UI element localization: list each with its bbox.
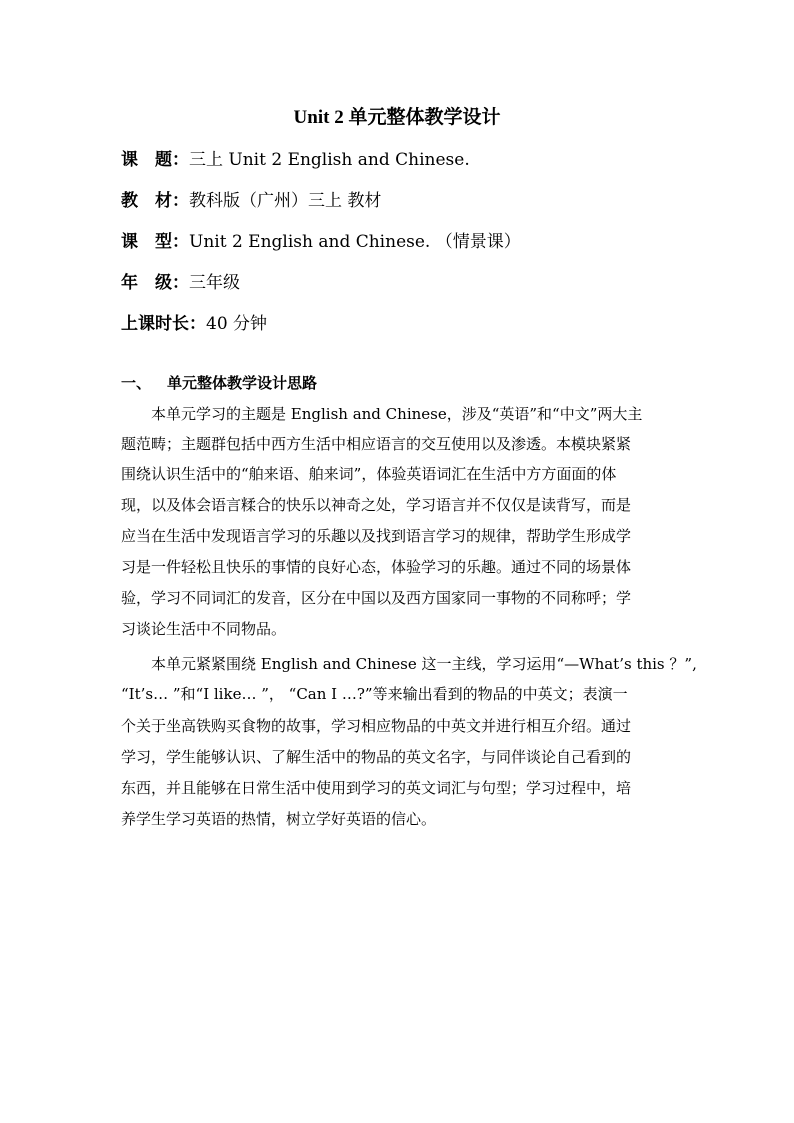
section-heading <box>121 372 317 394</box>
section-title: 单元整体教学设计思路 <box>167 374 318 392</box>
section-number: 一、 <box>121 374 152 392</box>
meta-label-duration: 上课时长： <box>121 314 206 334</box>
meta-row-topic <box>121 147 470 173</box>
paragraph-1-line: 验，学习不同词汇的发音，区分在中国以及西方国家同一事物的不同称呼；学 <box>121 589 632 607</box>
paragraph-2-line: 本单元紧紧围绕 English and Chinese 这一主线，学习运用“—What’s this ？”, <box>151 655 697 673</box>
meta-value-duration: 40 分钟 <box>206 314 268 334</box>
paragraph-2-line: “It’s… ”和“I like… ”， “Can I …?”等来输出看到的物品的中英文；表演一 <box>121 685 628 703</box>
paragraph-2-line: 个关于坐高铁购买食物的故事，学习相应物品的中英文并进行相互介绍。通过 <box>121 717 632 735</box>
meta-label-lesson-type: 课 型： <box>121 232 189 252</box>
meta-row-grade <box>121 270 240 296</box>
meta-value-textbook: 教科版（广州）三上 教材 <box>189 191 382 211</box>
meta-row-duration <box>121 311 267 337</box>
paragraph-1-line: 习是一件轻松且快乐的事情的良好心态，体验学习的乐趣。通过不同的场景体 <box>121 558 632 576</box>
meta-label-grade: 年 级： <box>121 273 189 293</box>
paragraph-2-line: 东西，并且能够在日常生活中使用到学习的英文词汇与句型；学习过程中，培 <box>121 779 632 797</box>
meta-row-textbook <box>121 188 381 214</box>
page-title: Unit 2 单元整体教学设计 <box>293 107 501 128</box>
meta-row-lesson-type <box>121 229 521 255</box>
meta-value-topic: 三上 Unit 2 English and Chinese. <box>189 150 470 170</box>
paragraph-1-line: 围绕认识生活中的“舶来语、舶来词”，体验英语词汇在生活中方方面面的体 <box>121 465 617 483</box>
meta-label-topic: 课 题： <box>121 150 189 170</box>
meta-value-lesson-type: Unit 2 English and Chinese. （情景课） <box>189 232 521 252</box>
meta-value-grade: 三年级 <box>189 273 240 293</box>
paragraph-1-line: 现，以及体会语言糅合的快乐以神奇之处，学习语言并不仅仅是读背写，而是 <box>121 496 632 514</box>
paragraph-1-line: 习谈论生活中不同物品。 <box>121 620 287 638</box>
paragraph-2-line: 养学生学习英语的热情，树立学好英语的信心。 <box>121 810 437 828</box>
paragraph-1-line: 题范畴；主题群包括中西方生活中相应语言的交互使用以及渗透。本模块紧紧 <box>121 435 632 453</box>
paragraph-1-line: 本单元学习的主题是 English and Chinese，涉及“英语”和“中文”两大主 <box>151 405 643 423</box>
meta-label-textbook: 教 材： <box>121 191 189 211</box>
paragraph-1-line: 应当在生活中发现语言学习的乐趣以及找到语言学习的规律，帮助学生形成学 <box>121 527 632 545</box>
paragraph-2-line: 学习，学生能够认识、了解生活中的物品的英文名字，与同伴谈论自己看到的 <box>121 748 632 766</box>
